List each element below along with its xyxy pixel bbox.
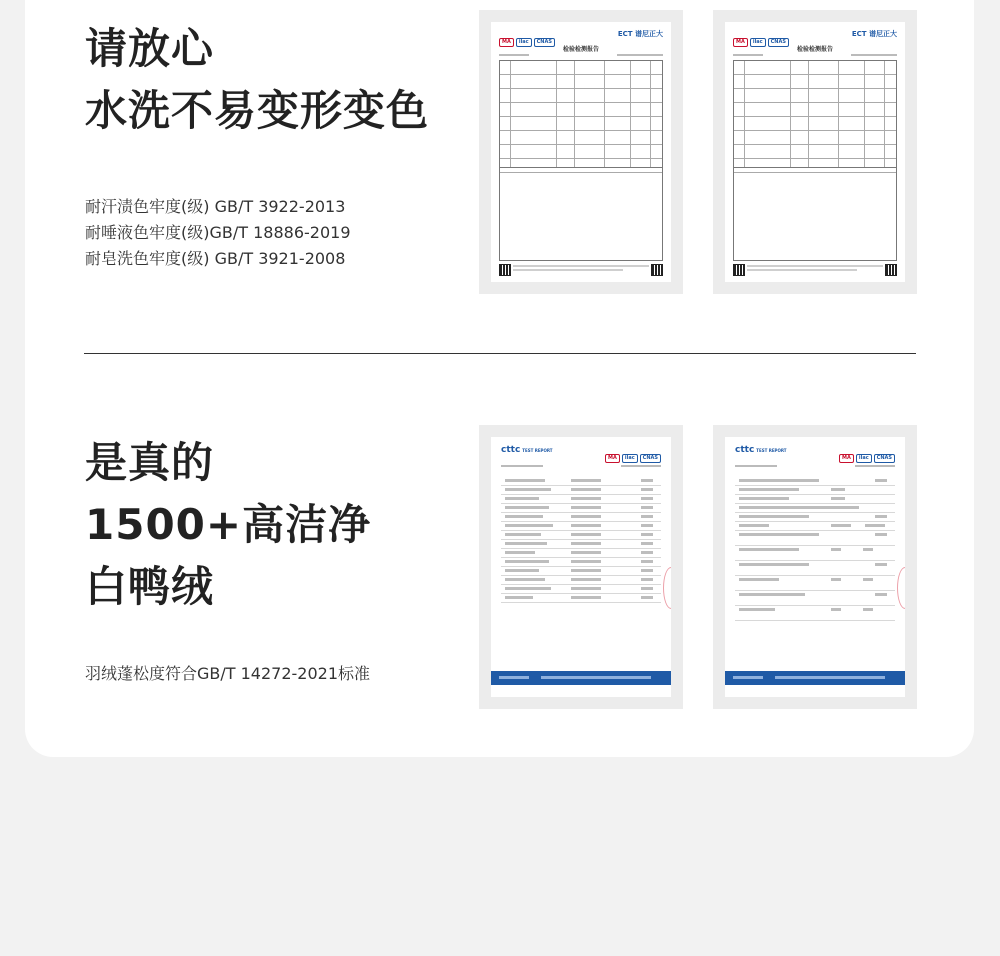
report-footer <box>733 262 897 276</box>
down-standard-text: 羽绒蓬松度符合GB/T 14272-2021标准 <box>85 664 371 683</box>
report-item-list <box>735 477 895 621</box>
report-title: 检验检测报告 <box>796 46 833 53</box>
cttc-logo: cttc TEST REPORT <box>735 445 787 455</box>
report-table <box>733 60 897 168</box>
down-heading-line-3: 白鸭绒 <box>85 562 215 611</box>
spec-saliva: 耐唾液色牢度(级)GB/T 18886-2019 <box>85 223 351 242</box>
report-number-line <box>733 53 897 56</box>
report-page <box>725 22 905 282</box>
report-meta <box>501 465 661 467</box>
wash-heading-line-2: 水洗不易变形变色 <box>85 86 430 135</box>
report-number-line <box>499 53 663 56</box>
report-image-cttc-2[interactable] <box>713 425 917 709</box>
wash-heading <box>85 18 429 142</box>
qr-code-icon <box>651 264 663 276</box>
ect-logo: ECT 谱尼正大 <box>851 30 897 38</box>
report-footer <box>499 262 663 276</box>
qr-code-icon <box>499 264 511 276</box>
report-page <box>491 22 671 282</box>
report-meta <box>735 465 895 467</box>
qr-code-icon <box>885 264 897 276</box>
fastness-spec-list <box>85 194 351 272</box>
badge-ma: MA <box>733 38 748 47</box>
ect-logo: ECT 谱尼正大 <box>617 30 663 38</box>
badge-cnas: CNAS <box>874 454 895 463</box>
report-item-list <box>501 477 661 603</box>
section-divider <box>84 353 916 354</box>
report-table <box>499 60 663 168</box>
report-page <box>491 437 671 697</box>
report-title: 检验检测报告 <box>562 46 599 53</box>
badge-ma: MA <box>499 38 514 47</box>
badge-ilac: ilac <box>856 454 872 463</box>
badge-cnas: CNAS <box>640 454 661 463</box>
report-page <box>725 437 905 697</box>
seal-stamp <box>897 567 905 609</box>
down-heading-line-1: 是真的 <box>85 438 215 487</box>
badge-ilac: ilac <box>622 454 638 463</box>
spec-sweat: 耐汗渍色牢度(级) GB/T 3922-2013 <box>85 197 346 216</box>
badge-cnas: CNAS <box>534 38 555 47</box>
down-heading-line-2: 1500+高洁净 <box>85 500 372 549</box>
wash-heading-line-1: 请放心 <box>85 24 215 73</box>
report-blank-area <box>733 166 897 261</box>
badge-ilac: ilac <box>516 38 532 47</box>
down-heading <box>85 432 371 618</box>
badge-cnas: CNAS <box>768 38 789 47</box>
report-image-cttc-1[interactable] <box>479 425 683 709</box>
cttc-logo: cttc TEST REPORT <box>501 445 553 455</box>
report-footer-bar <box>491 671 671 685</box>
report-footer-bar <box>725 671 905 685</box>
spec-soap: 耐皂洗色牢度(级) GB/T 3921-2008 <box>85 249 346 268</box>
qr-code-icon <box>733 264 745 276</box>
badge-ilac: ilac <box>750 38 766 47</box>
report-image-ect-2[interactable] <box>713 10 917 294</box>
badge-ma: MA <box>605 454 620 463</box>
report-blank-area <box>499 166 663 261</box>
seal-stamp <box>663 567 671 609</box>
badge-ma: MA <box>839 454 854 463</box>
report-image-ect-1[interactable] <box>479 10 683 294</box>
